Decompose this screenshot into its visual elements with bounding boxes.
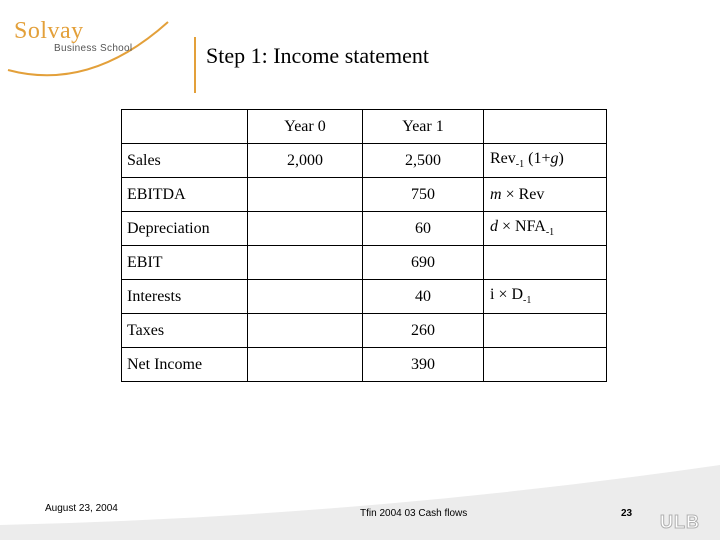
footer-wave-decoration	[0, 455, 720, 540]
cell-year1: 2,500	[363, 144, 484, 178]
cell-formula	[484, 246, 607, 280]
table-row	[122, 178, 607, 212]
row-label: Taxes	[122, 314, 248, 348]
income-statement-table-wrapper	[121, 109, 607, 382]
header-year0: Year 0	[248, 110, 363, 144]
title-divider	[194, 37, 196, 93]
logo-name: Solvay	[14, 18, 84, 44]
cell-formula	[484, 280, 607, 314]
cell-formula	[484, 178, 607, 212]
income-statement-table	[121, 109, 607, 382]
cell-year0	[248, 348, 363, 382]
table-row	[122, 144, 607, 178]
cell-year1: 750	[363, 178, 484, 212]
cell-formula	[484, 348, 607, 382]
formula-variable: d	[490, 218, 498, 236]
table-row	[122, 314, 607, 348]
page-number: 23	[621, 508, 633, 519]
row-label: Depreciation	[122, 212, 248, 246]
header-cell-empty	[122, 110, 248, 144]
cell-year0	[248, 246, 363, 280]
table-row	[122, 246, 607, 280]
row-label: Interests	[122, 280, 248, 314]
formula-subscript: -1	[515, 159, 525, 171]
cell-year0	[248, 178, 363, 212]
table-row	[122, 280, 607, 314]
footer-filename: Tfin 2004 03 Cash flows	[360, 508, 468, 519]
row-label: Net Income	[122, 348, 248, 382]
formula-part: × Rev	[501, 185, 545, 203]
cell-year1: 390	[363, 348, 484, 382]
table-row	[122, 348, 607, 382]
formula-part: Rev	[490, 150, 516, 168]
table-header-row	[122, 110, 607, 144]
table-row	[122, 212, 607, 246]
cell-year0	[248, 314, 363, 348]
formula-subscript: -1	[545, 227, 555, 239]
formula-variable: m	[490, 185, 502, 203]
cell-year1: 690	[363, 246, 484, 280]
cell-year0	[248, 212, 363, 246]
cell-formula	[484, 314, 607, 348]
solvay-logo	[0, 0, 180, 90]
footer-date: August 23, 2004	[45, 503, 118, 514]
formula-subscript: -1	[523, 295, 532, 307]
row-label: EBITDA	[122, 178, 248, 212]
ulb-logo: ULB	[660, 512, 700, 532]
header-year1: Year 1	[363, 110, 484, 144]
cell-formula	[484, 144, 607, 178]
page-title: Step 1: Income statement	[206, 43, 429, 68]
row-label: EBIT	[122, 246, 248, 280]
formula-part: i × D	[490, 286, 524, 304]
row-label: Sales	[122, 144, 248, 178]
formula-variable: g	[550, 150, 559, 168]
cell-year1: 260	[363, 314, 484, 348]
cell-formula	[484, 212, 607, 246]
cell-year1: 60	[363, 212, 484, 246]
logo-subtitle: Business School	[54, 43, 133, 54]
formula-part: )	[558, 150, 564, 168]
cell-year1: 40	[363, 280, 484, 314]
formula-part: × NFA	[498, 218, 546, 236]
cell-year0: 2,000	[248, 144, 363, 178]
header-cell-formula	[484, 110, 607, 144]
cell-year0	[248, 280, 363, 314]
formula-part: (1+	[524, 150, 551, 168]
